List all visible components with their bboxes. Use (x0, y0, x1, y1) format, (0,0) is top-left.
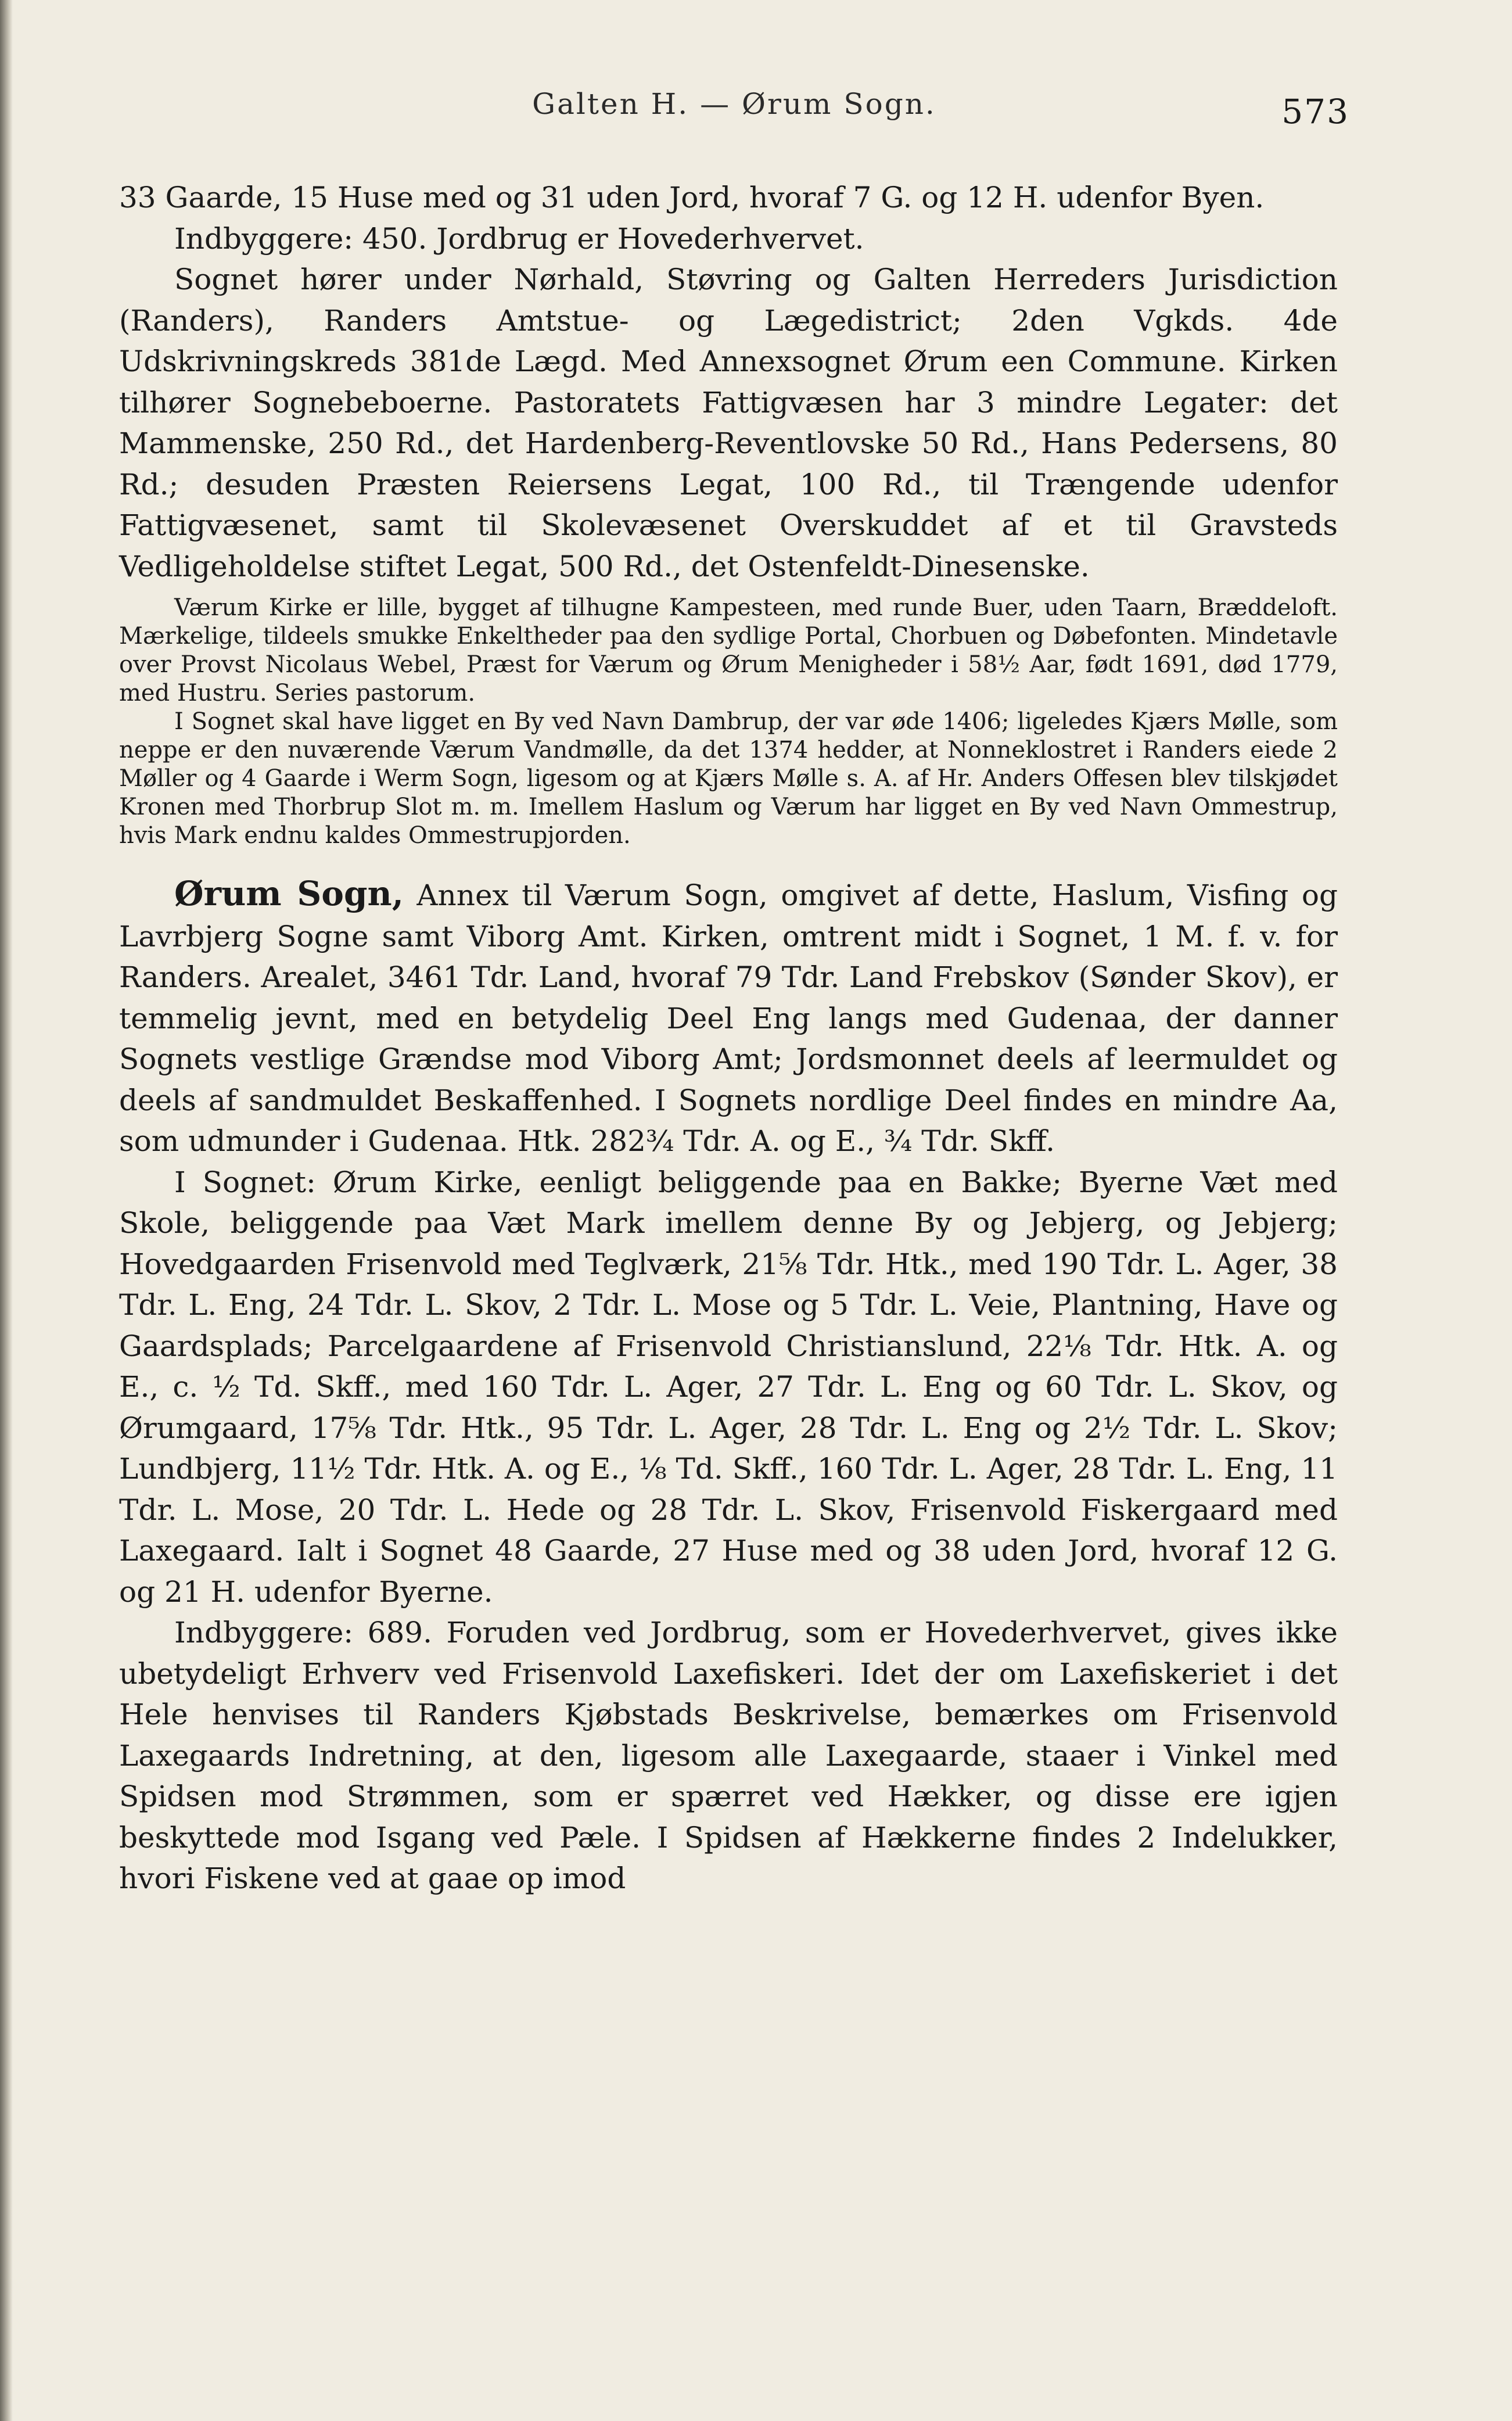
paragraph-inhabitants: Indbyggere: 450. Jordbrug er Hovederhvervet. (174, 221, 864, 256)
small-print-notes (119, 594, 1338, 850)
paragraph-orum-inhabitants: Indbyggere: 689. Foruden ved Jordbrug, som er Hovederhvervet, gives ikke ubetydeligt Erhverv ved Frisenvold Laxefiskeri. Idet der om Laxefiskeriet i det Hele henvises til Randers Kjøbstads Beskrivelse, bemærkes om Frisenvold Laxegaards Indretning, at den, ligesom alle Laxegaarde, staaer i Vinkel med Spidsen mod Strømmen, som er spærret ved Hækker, og disse ere igjen beskyttede mod Isgang ved Pæle. I Spidsen af Hækkerne findes 2 Indelukker, hvori Fiskene ved at gaae op imod (119, 1616, 1338, 1895)
page-content (119, 177, 1338, 1899)
paragraph-jurisdiction: Sognet hører under Nørhald, Støvring og Galten Herreders Jurisdiction (Randers), Randers Amtstue- og Lægedistrict; 2den Vgkds. 4de Udskrivningskreds 381de Lægd. Med Annexsognet Ørum een Commune. Kirken tilhører Sognebeboerne. Pastoratets Fattigvæsen har 3 mindre Legater: det Mammenske, 250 Rd., det Hardenberg-Reventlovske 50 Rd., Hans Pedersens, 80 Rd.; desuden Præsten Reiersens Legat, 100 Rd., til Trængende udenfor Fattigvæsenet, samt til Skolevæsenet Overskuddet af et til Gravsteds Vedligeholdelse stiftet Legat, 500 Rd., det Ostenfeldt-Dinesenske. (119, 263, 1338, 583)
orum-intro-text: Annex til Værum Sogn, omgivet af dette, Haslum, Visfing og Lavrbjerg Sogne samt Viborg Amt. Kirken, omtrent midt i Sognet, 1 M. f. v. for Randers. Arealet, 3461 Tdr. Land, hvoraf 79 Tdr. Land Frebskov (Sønder Skov), er temmelig jevnt, med en betydelig Deel Eng langs med Gudenaa, der danner Sognets vestlige Grændse mod Viborg Amt; Jordsmonnet deels af leermuldet og deels af sandmuldet Beskaffenhed. I Sognets nordlige Deel findes en mindre Aa, som udmunder i Gudenaa. Htk. 282¾ Tdr. A. og E., ¾ Tdr. Skff. (119, 878, 1338, 1158)
page-header (119, 87, 1349, 134)
paragraph-orum-intro (119, 873, 1338, 1162)
section-heading-orum-sogn: Ørum Sogn, (174, 874, 404, 913)
running-head: Galten H. — Ørum Sogn. (532, 87, 936, 121)
note-history: I Sognet skal have ligget en By ved Navn Dambrup, der var øde 1406; ligeledes Kjærs Mølle, som neppe er den nuværende Værum Vandmølle, da det 1374 hedder, at Nonneklostret i Randers eiede 2 Møller og 4 Gaarde i Werm Sogn, ligesom og at Kjærs Mølle s. A. af Hr. Anders Offesen blev tilskjødet Kronen med Thorbrup Slot m. m. Imellem Haslum og Værum har ligget en By ved Navn Ommestrup, hvis Mark endnu kaldes Ommestrupjorden. (119, 708, 1338, 849)
note-church: Værum Kirke er lille, bygget af tilhugne Kampesteen, med runde Buer, uden Taarn, Bræddeloft. Mærkelige, tildeels smukke Enkeltheder paa den sydlige Portal, Chorbuen og Døbefonten. Mindetavle over Provst Nicolaus Webel, Præst for Værum og Ørum Menigheder i 58½ Aar, født 1691, død 1779, med Hustru. Series pastorum. (119, 594, 1338, 706)
paragraph-orum-places: I Sognet: Ørum Kirke, eenligt beliggende paa en Bakke; Byerne Væt med Skole, beliggende paa Væt Mark imellem denne By og Jebjerg, og Jebjerg; Hovedgaarden Frisenvold med Teglværk, 21⅝ Tdr. Htk., med 190 Tdr. L. Ager, 38 Tdr. L. Eng, 24 Tdr. L. Skov, 2 Tdr. L. Mose og 5 Tdr. L. Veie, Plantning, Have og Gaardsplads; Parcelgaardene af Frisenvold Christianslund, 22⅛ Tdr. Htk. A. og E., c. ½ Td. Skff., med 160 Tdr. L. Ager, 27 Tdr. L. Eng og 60 Tdr. L. Skov, og Ørumgaard, 17⅝ Tdr. Htk., 95 Tdr. L. Ager, 28 Tdr. L. Eng og 2½ Tdr. L. Skov; Lundbjerg, 11½ Tdr. Htk. A. og E., ⅛ Td. Skff., 160 Tdr. L. Ager, 28 Tdr. L. Eng, 11 Tdr. L. Mose, 20 Tdr. L. Hede og 28 Tdr. L. Skov, Frisenvold Fiskergaard med Laxegaard. Ialt i Sognet 48 Gaarde, 27 Huse med og 38 uden Jord, hvoraf 12 G. og 21 H. udenfor Byerne. (119, 1165, 1338, 1609)
page-edge (0, 0, 13, 2421)
paragraph-farm-count: 33 Gaarde, 15 Huse med og 31 uden Jord, hvoraf 7 G. og 12 H. udenfor Byen. (119, 181, 1265, 214)
page-number: 573 (1281, 92, 1349, 131)
